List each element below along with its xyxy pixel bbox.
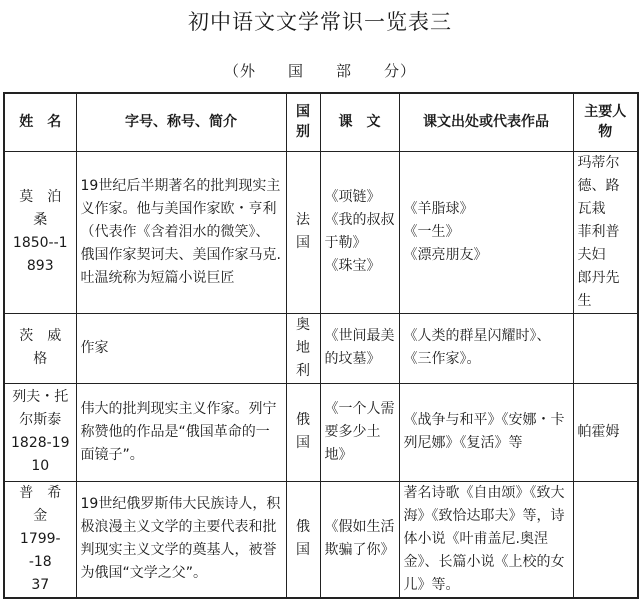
table-row [4, 151, 638, 313]
header-characters: 主要人 物 [573, 93, 638, 151]
country: 法 国 [286, 151, 320, 313]
textbook-text: 《假如生活欺骗了你》 [320, 481, 399, 598]
main-characters [573, 481, 638, 598]
header-info: 字号、称号、简介 [76, 93, 286, 151]
representative-works: 著名诗歌《自由颂》《致大海》《致恰达耶夫》等，诗体小说《叶甫盖尼.奥涅金》、长篇小说《上校的女儿》等。 [399, 481, 573, 598]
representative-works: 《战争与和平》《安娜・卡列尼娜》《复活》等 [399, 383, 573, 481]
author-info: 伟大的批判现实主义作家。列宁称赞他的作品是“俄国革命的一面镜子”。 [76, 383, 286, 481]
textbook-text: 《世间最美的坟墓》 [320, 313, 399, 383]
main-characters: 帕霍姆 [573, 383, 638, 481]
header-name: 姓 名 [4, 93, 76, 151]
author-name: 莫 泊 桑 1850--1 893 [4, 151, 76, 313]
country: 奥 地 利 [286, 313, 320, 383]
table-row [4, 481, 638, 598]
author-name: 普 希 金 1799--18 37 [4, 481, 76, 598]
header-row [4, 93, 638, 151]
textbook-text: 《一个人需要多少土地》 [320, 383, 399, 481]
header-country: 国 别 [286, 93, 320, 151]
main-characters [573, 313, 638, 383]
document-subtitle: （外 国 部 分） [223, 62, 416, 80]
author-info: 作家 [76, 313, 286, 383]
country: 俄 国 [286, 481, 320, 598]
header-works: 课文出处或代表作品 [399, 93, 573, 151]
main-characters: 玛蒂尔德、路瓦栽 菲利普夫妇 郎丹先生 [573, 151, 638, 313]
author-info: 19世纪俄罗斯伟大民族诗人，积极浪漫主义文学的主要代表和批判现实主义文学的奠基人，被誉为俄国“文学之父”。 [76, 481, 286, 598]
country: 俄 国 [286, 383, 320, 481]
author-name: 茨 威 格 [4, 313, 76, 383]
literature-table [3, 92, 639, 599]
table-row [4, 313, 638, 383]
header-text: 课 文 [320, 93, 399, 151]
textbook-text: 《项链》 《我的叔叔于勒》 《珠宝》 [320, 151, 399, 313]
representative-works: 《人类的群星闪耀时》、《三作家》。 [399, 313, 573, 383]
document-title: 初中语文文学常识一览表三 [188, 10, 452, 34]
author-info: 19世纪后半期著名的批判现实主义作家。他与美国作家欧・亨利（代表作《含着泪水的微笑》、俄国作家契诃夫、美国作家马克.吐温统称为短篇小说巨匠 [76, 151, 286, 313]
table-row [4, 383, 638, 481]
author-name: 列夫・托 尔斯泰 1828-19 10 [4, 383, 76, 481]
representative-works: 《羊脂球》 《一生》 《漂亮朋友》 [399, 151, 573, 313]
